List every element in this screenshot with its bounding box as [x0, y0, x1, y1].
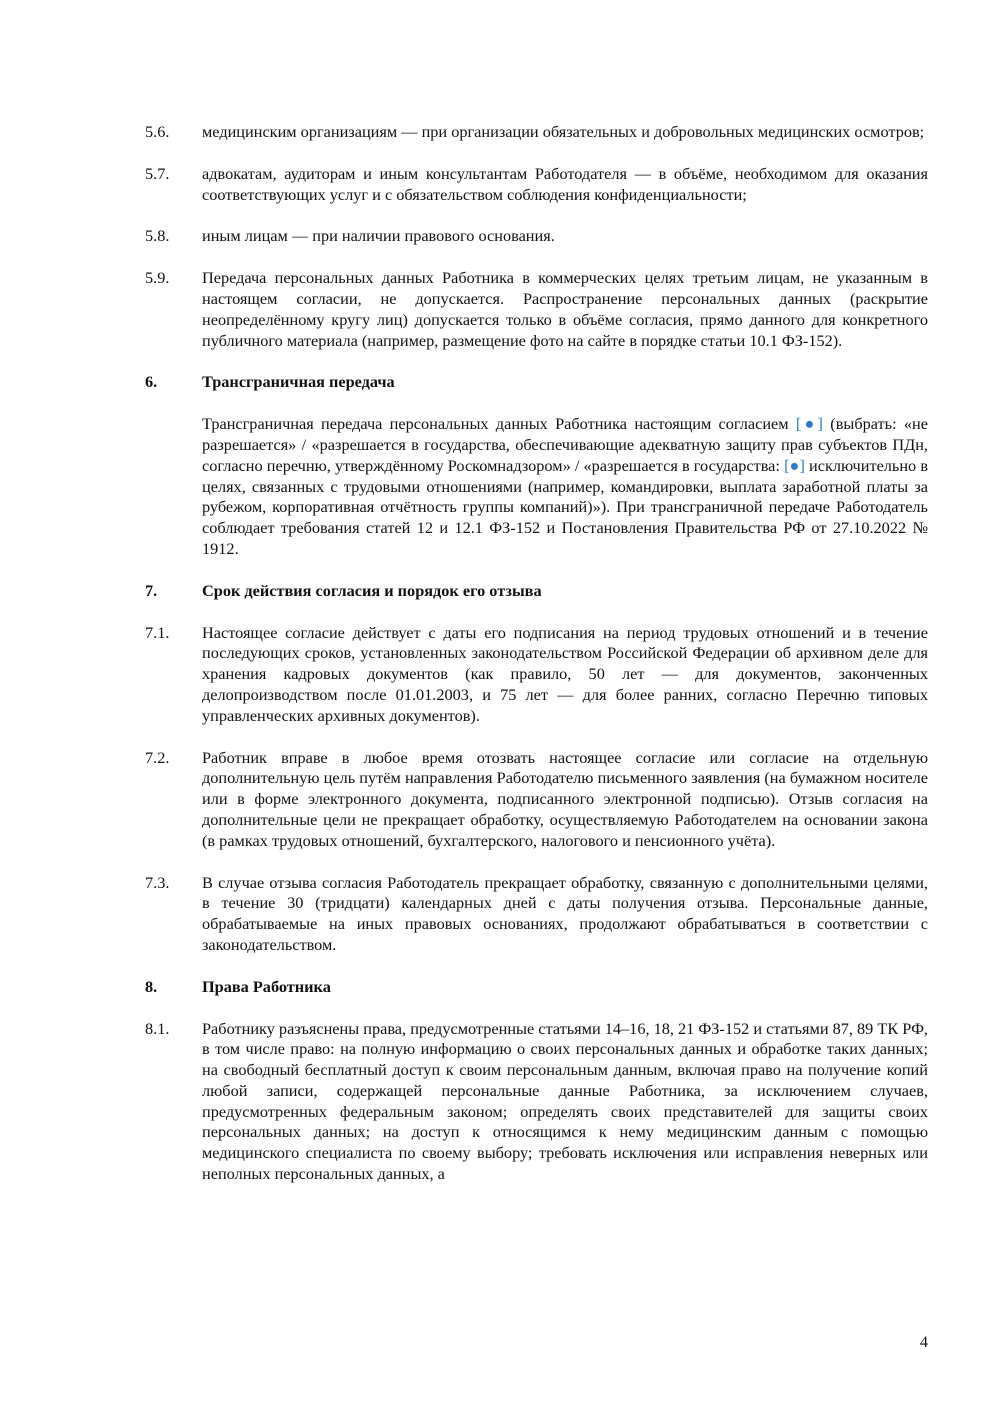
- section-6-paragraph: [202, 414, 928, 560]
- clause-number: 7.3.: [145, 872, 170, 892]
- page-number: 4: [919, 1332, 928, 1351]
- clause-7-2: [145, 748, 928, 852]
- clause-text: Работник вправе в любое время отозвать настоящее согласие или согласие на отдельную дополнительную цель путём направления Работодателю письменного заявления (на бумажном носителе или в форме электронного документа, подписанного электронной подписью). Отзыв согласия на дополнительные цели не прекращает обработку, осуществляемую Работодателем на основании закона (в рамках трудовых отношений, бухгалтерского, налогового и пенсионного учёта).: [202, 747, 928, 850]
- clause-5-8: [145, 226, 928, 247]
- paragraph-text: Трансграничная передача персональных данных Работника настоящим согласием: [202, 414, 789, 434]
- paragraph-text: (выбрать: «не разрешается» / «разрешается в государства, обеспечивающие адекватную защиту прав субъектов ПДн, согласно перечню, утверждённому Роскомнадзором» / «разрешается в государства:: [202, 414, 928, 475]
- clause-text: В случае отзыва согласия Работодатель прекращает обработку, связанную с дополнительными целями, в течение 30 (тридцати) календарных дней с даты получения отзыва. Персональные данные, обрабатываемые на иных правовых основаниях, продолжают обрабатываться в соответствии с законодательством.: [202, 872, 928, 954]
- section-number: 7.: [145, 580, 158, 600]
- clause-7-3: [145, 873, 928, 956]
- section-title: Срок действия согласия и порядок его отзыва: [202, 580, 542, 600]
- clause-5-9: [145, 268, 928, 351]
- clause-number: 7.1.: [145, 622, 170, 642]
- placeholder-marker: [●]: [784, 455, 805, 475]
- clause-number: 5.7.: [145, 163, 170, 183]
- paragraph-text: исключительно в целях, связанных с трудовыми отношениями (например, командировки, выплата заработной платы за рубежом, корпоративная отчётность группы компаний)»). При трансграничной передаче Работодатель соблюдает требования статей 12 и 12.1 ФЗ-152 и Постановления Правительства РФ от 27.10.2022 № 1912.: [202, 455, 929, 558]
- section-number: 6.: [145, 372, 158, 392]
- clause-text: медицинским организациям — при организации обязательных и добровольных медицинских осмотров;: [202, 122, 925, 141]
- clause-text: Передача персональных данных Работника в коммерческих целях третьим лицам, не указанным в настоящем согласии, не допускается. Распространение персональных данных (раскрытие неопределённому кругу лиц) допускается только в объёме согласия, прямо данного для конкретного публичного материала (например, размещение фото на сайте в порядке статьи 10.1 ФЗ-152).: [202, 268, 928, 350]
- clause-text: иным лицам — при наличии правового основания.: [202, 226, 555, 246]
- section-heading-7: [145, 581, 928, 602]
- clause-5-6: [145, 122, 928, 143]
- document-body: [145, 122, 928, 1185]
- section-title: Трансграничная передача: [202, 372, 395, 392]
- clause-number: 8.1.: [145, 1018, 170, 1038]
- clause-8-1: [145, 1019, 928, 1185]
- clause-number: 5.9.: [145, 268, 170, 288]
- clause-7-1: [145, 623, 928, 727]
- clause-text: Работнику разъяснены права, предусмотренные статьями 14–16, 18, 21 ФЗ-152 и статьями 87, 89 ТК РФ, в том числе право: на полную информацию о своих персональных данных и обработке таких данных; на свободный бесплатный доступ к своим персональным данным, включая право на получение копий любой записи, содержащей персональные данные Работника, за исключением случаев, предусмотренных федеральным законом; определять своих представителей для защиты своих персональных данных; на доступ к относящимся к нему медицинским данным с помощью медицинского специалиста по своему выбору; требовать исключения или исправления неверных или неполных персональных данных, а: [202, 1018, 928, 1184]
- placeholder-marker: [●]: [795, 414, 823, 434]
- clause-number: 5.6.: [145, 122, 170, 141]
- clause-5-7: [145, 164, 928, 206]
- clause-text: адвокатам, аудиторам и иным консультантам Работодателя — в объёме, необходимом для оказания соответствующих услуг и с обязательством соблюдения конфиденциальности;: [202, 163, 928, 204]
- clause-number: 5.8.: [145, 226, 170, 246]
- section-title: Права Работника: [202, 976, 331, 996]
- section-heading-8: [145, 977, 928, 998]
- section-heading-6: [145, 372, 928, 393]
- clause-text: Настоящее согласие действует с даты его подписания на период трудовых отношений и в течение последующих сроков, установленных законодательством Российской Федерации об архивном деле для хранения кадровых документов (как правило, 50 лет — для документов, законченных делопроизводством после 01.01.2003, и 75 лет — для более ранних, согласно Перечню типовых управленческих архивных документов).: [202, 622, 928, 725]
- section-number: 8.: [145, 976, 158, 996]
- clause-number: 7.2.: [145, 747, 170, 767]
